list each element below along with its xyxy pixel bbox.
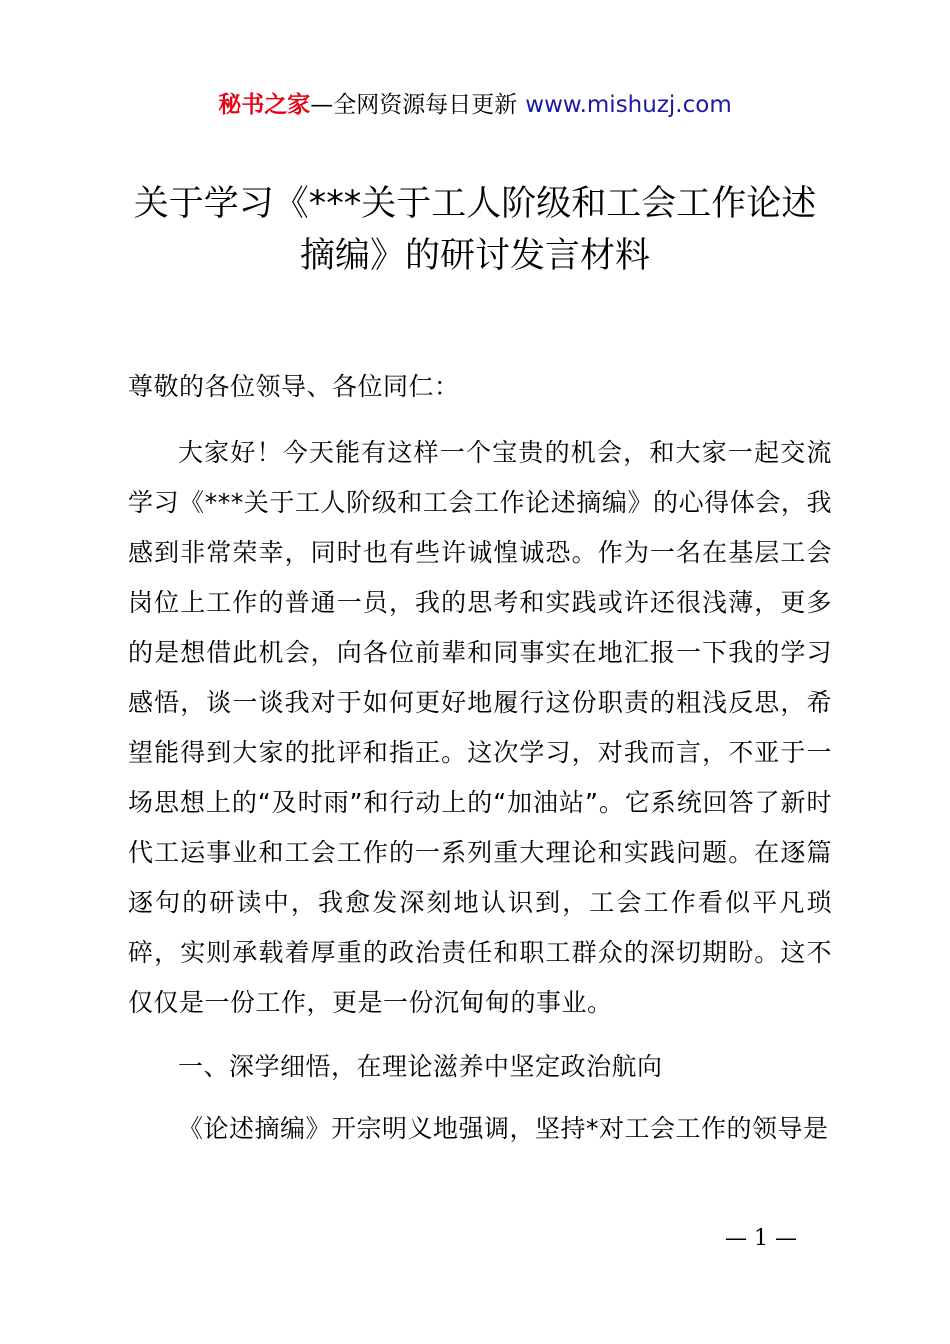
document-title: 关于学习《***关于工人阶级和工会工作论述摘编》的研讨发言材料 xyxy=(133,184,817,276)
brand-name: 秘书之家 xyxy=(218,92,311,118)
document-body xyxy=(128,362,832,1154)
site-url-link[interactable]: www.mishuzj.com xyxy=(525,92,732,118)
site-header xyxy=(0,88,950,122)
header-slogan: —全网资源每日更新 xyxy=(310,92,518,118)
page-number: — 1 — xyxy=(725,1226,797,1251)
section-heading-1: 一、深学细悟，在理论滋养中坚定政治航向 xyxy=(178,1052,663,1081)
salutation: 尊敬的各位领导、各位同仁： xyxy=(128,372,460,401)
paragraph-intro: 大家好！今天能有这样一个宝贵的机会，和大家一起交流学习《***关于工人阶级和工会工作论述摘编》的心得体会，我感到非常荣幸，同时也有些许诚惶诚恐。作为一名在基层工会岗位上工作的普通一员，我的思考和实践或许还很浅薄，更多的是想借此机会，向各位前辈和同事实在地汇报一下我的学习感悟，谈一谈我对于如何更好地履行这份职责的粗浅反思，希望能得到大家的批评和指正。这次学习，对我而言，不亚于一场思想上的“及时雨”和行动上的“加油站”。它系统回答了新时代工运事业和工会工作的一系列重大理论和实践问题。在逐篇逐句的研读中，我愈发深刻地认识到，工会工作看似平凡琐碎，实则承载着厚重的政治责任和职工群众的深切期盼。这不仅仅是一份工作，更是一份沉甸甸的事业。 xyxy=(128,438,832,1017)
paragraph-section-1: 《论述摘编》开宗明义地强调，坚持*对工会工作的领导是 xyxy=(178,1114,829,1143)
